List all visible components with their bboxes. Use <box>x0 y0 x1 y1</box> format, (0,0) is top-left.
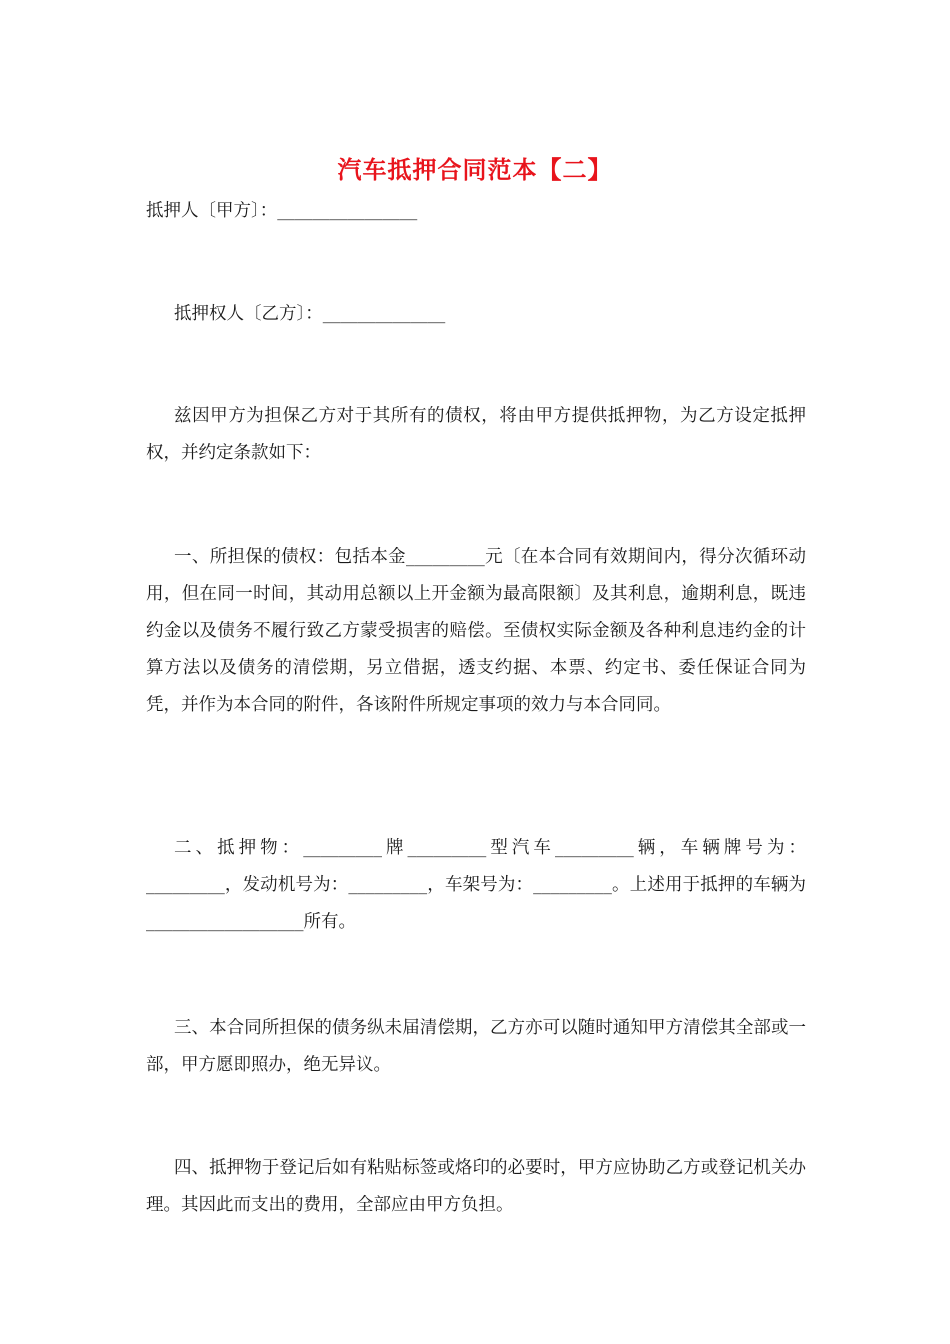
clause-1-paragraph: 一、所担保的债权：包括本金_________元〔在本合同有效期间内，得分次循环动用，但在同一时间，其动用总额以上开金额为最高限额〕及其利息，逾期利息，既违约金以及债务不履行致乙方蒙受损害的赔偿。至债权实际金额及各种利息违约金的计算方法以及债务的清偿期，另立借据，透支约据、本票、约定书、委任保证合同为凭，并作为本合同的附件，各该附件所规定事项的效力与本合同同。 <box>146 547 806 715</box>
clause-4-paragraph: 四、抵押物于登记后如有粘贴标签或烙印的必要时，甲方应协助乙方或登记机关办理。其因此而支出的费用，全部应由甲方负担。 <box>146 1158 806 1215</box>
document-title: 汽车抵押合同范本【二】 <box>337 155 613 184</box>
clause-3-paragraph: 三、本合同所担保的债务纵未届清偿期，乙方亦可以随时通知甲方清偿其全部或一部，甲方愿即照办，绝无异议。 <box>146 1018 806 1075</box>
preamble-paragraph: 兹因甲方为担保乙方对于其所有的债权，将由甲方提供抵押物，为乙方设定抵押权，并约定条款如下： <box>146 406 806 463</box>
party-a-line: 抵押人〔甲方〕：________________ <box>146 201 418 221</box>
clause-2-paragraph: 二、抵押物：_________牌_________型汽车_________辆，车辆牌号为：_________，发动机号为：_________，车架号为：_________。上述用于抵押的车辆为__________________所有。 <box>146 838 806 932</box>
party-b-line: 抵押权人〔乙方〕：______________ <box>174 304 446 324</box>
